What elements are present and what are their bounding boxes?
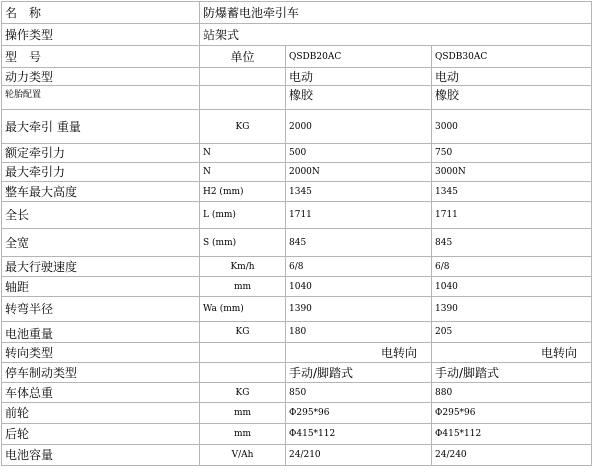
model-label: 型 号 xyxy=(2,46,200,68)
row-unit xyxy=(200,68,286,86)
table-row xyxy=(2,277,592,297)
row-unit: Wa (mm) xyxy=(200,297,286,322)
row-unit: KG xyxy=(200,383,286,403)
row-unit: mm xyxy=(200,277,286,297)
row-value-b: 手动/脚踏式 xyxy=(432,363,592,383)
row-value-a: 850 xyxy=(286,383,432,403)
model-b: QSDB30AC xyxy=(432,46,592,68)
op-value: 站架式 xyxy=(200,24,592,46)
table-row xyxy=(2,110,592,144)
row-value-a: Φ415*112 xyxy=(286,424,432,445)
row-unit: mm xyxy=(200,403,286,424)
name-label: 名 称 xyxy=(2,2,200,24)
row-label: 转向类型 xyxy=(2,343,200,363)
row-value-a: Φ295*96 xyxy=(286,403,432,424)
table-row xyxy=(2,202,592,229)
spec-sheet xyxy=(1,1,591,466)
row-unit: S (mm) xyxy=(200,229,286,257)
spec-table xyxy=(1,1,592,466)
row-value-a: 电转向 xyxy=(286,343,432,363)
table-row xyxy=(2,424,592,445)
table-row xyxy=(2,297,592,322)
model-a: QSDB20AC xyxy=(286,46,432,68)
row-value-b: 1711 xyxy=(432,202,592,229)
row-value-a: 845 xyxy=(286,229,432,257)
row-value-b: 3000N xyxy=(432,163,592,182)
row-value-b: 1040 xyxy=(432,277,592,297)
row-value-b: Φ415*112 xyxy=(432,424,592,445)
row-value-b: 1390 xyxy=(432,297,592,322)
row-value-a: 180 xyxy=(286,322,432,343)
table-row xyxy=(2,144,592,163)
row-label: 后轮 xyxy=(2,424,200,445)
table-row xyxy=(2,403,592,424)
row-label: 电池重量 xyxy=(2,322,200,343)
row-value-a: 2000N xyxy=(286,163,432,182)
row-unit xyxy=(200,363,286,383)
table-row xyxy=(2,445,592,466)
table-row xyxy=(2,68,592,86)
row-value-a: 橡胶 xyxy=(286,86,432,110)
row-unit: L (mm) xyxy=(200,202,286,229)
op-label: 操作类型 xyxy=(2,24,200,46)
row-unit: H2 (mm) xyxy=(200,182,286,202)
unit-header: 单位 xyxy=(200,46,286,68)
row-value-a: 500 xyxy=(286,144,432,163)
table-row xyxy=(2,363,592,383)
row-label: 轮胎配置 xyxy=(2,86,200,110)
row-model xyxy=(2,46,592,68)
row-value-a: 手动/脚踏式 xyxy=(286,363,432,383)
row-label: 整车最大高度 xyxy=(2,182,200,202)
row-value-a: 24/210 xyxy=(286,445,432,466)
row-label: 最大牵引 重量 xyxy=(2,110,200,144)
row-value-b: 电转向 xyxy=(432,343,592,363)
row-value-b: 橡胶 xyxy=(432,86,592,110)
table-row xyxy=(2,383,592,403)
row-unit xyxy=(200,86,286,110)
table-row xyxy=(2,163,592,182)
row-value-a: 1390 xyxy=(286,297,432,322)
row-unit: N xyxy=(200,163,286,182)
row-value-a: 1345 xyxy=(286,182,432,202)
row-value-a: 电动 xyxy=(286,68,432,86)
row-label: 停车制动类型 xyxy=(2,363,200,383)
table-row xyxy=(2,257,592,277)
row-unit: mm xyxy=(200,424,286,445)
row-value-a: 6/8 xyxy=(286,257,432,277)
row-label: 电池容量 xyxy=(2,445,200,466)
row-value-b: Φ295*96 xyxy=(432,403,592,424)
row-unit xyxy=(200,343,286,363)
row-label: 全长 xyxy=(2,202,200,229)
row-label: 额定牵引力 xyxy=(2,144,200,163)
row-name xyxy=(2,2,592,24)
row-value-b: 电动 xyxy=(432,68,592,86)
row-label: 车体总重 xyxy=(2,383,200,403)
row-label: 最大行驶速度 xyxy=(2,257,200,277)
row-unit: KG xyxy=(200,322,286,343)
row-value-b: 205 xyxy=(432,322,592,343)
table-row xyxy=(2,86,592,110)
row-value-b: 6/8 xyxy=(432,257,592,277)
table-row xyxy=(2,182,592,202)
row-unit: KG xyxy=(200,110,286,144)
row-value-b: 750 xyxy=(432,144,592,163)
row-value-b: 845 xyxy=(432,229,592,257)
row-label: 转弯半径 xyxy=(2,297,200,322)
row-value-b: 3000 xyxy=(432,110,592,144)
row-value-b: 24/240 xyxy=(432,445,592,466)
name-value: 防爆蓄电池牵引车 xyxy=(200,2,592,24)
row-value-b: 880 xyxy=(432,383,592,403)
row-value-a: 1040 xyxy=(286,277,432,297)
row-label: 全宽 xyxy=(2,229,200,257)
row-value-a: 1711 xyxy=(286,202,432,229)
row-operation-type xyxy=(2,24,592,46)
table-row xyxy=(2,343,592,363)
row-unit: Km/h xyxy=(200,257,286,277)
row-value-b: 1345 xyxy=(432,182,592,202)
row-label: 前轮 xyxy=(2,403,200,424)
row-value-a: 2000 xyxy=(286,110,432,144)
row-label: 动力类型 xyxy=(2,68,200,86)
row-label: 轴距 xyxy=(2,277,200,297)
row-label: 最大牵引力 xyxy=(2,163,200,182)
table-row xyxy=(2,322,592,343)
row-unit: N xyxy=(200,144,286,163)
table-row xyxy=(2,229,592,257)
row-unit: V/Ah xyxy=(200,445,286,466)
